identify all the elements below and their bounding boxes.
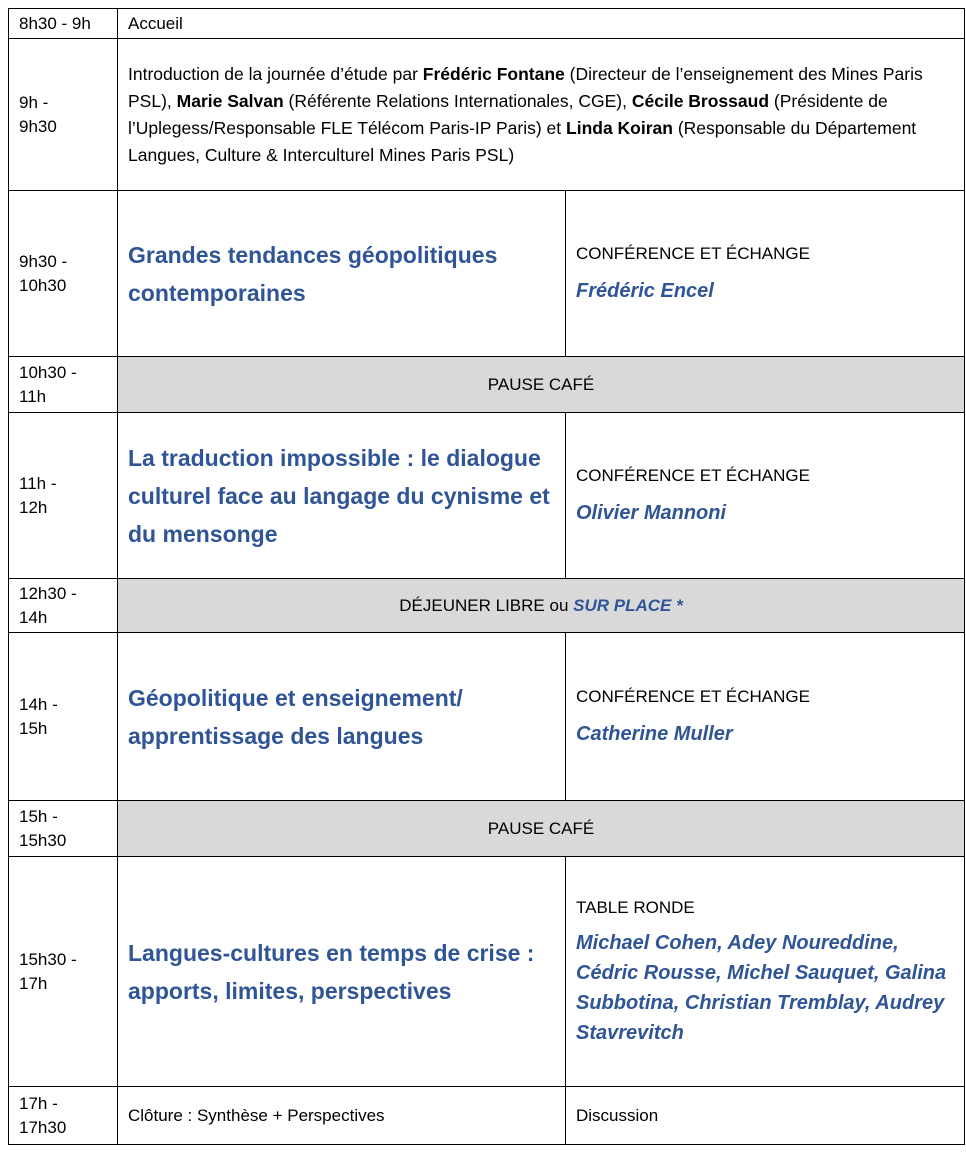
time-label: 11h - 12h: [19, 473, 57, 517]
schedule-row: [9, 413, 965, 579]
lunch-cell: [118, 579, 965, 633]
schedule-row: [9, 801, 965, 857]
break-label: PAUSE CAFÉ: [487, 818, 595, 838]
closing-type: Discussion: [576, 1105, 659, 1125]
session-title: Géopolitique et enseignement/ apprentissage des langues: [128, 684, 463, 749]
session-title: Grandes tendances géopolitiques contemporaines: [128, 241, 498, 306]
break-label: PAUSE CAFÉ: [487, 374, 595, 394]
time-cell: [9, 191, 118, 357]
session-title-cell: [118, 413, 566, 579]
schedule-row: [9, 579, 965, 633]
session-type: TABLE RONDE: [576, 897, 695, 917]
time-cell: [9, 39, 118, 191]
panel-speakers: Michael Cohen, Adey Noureddine, Cédric Rousse, Michel Sauquet, Galina Subbotina, Christian Tremblay, Audrey Stavrevitch: [576, 931, 947, 1044]
schedule-row: [9, 357, 965, 413]
closing-cell: [118, 1087, 566, 1145]
schedule-row: [9, 191, 965, 357]
time-cell: [9, 579, 118, 633]
time-cell: 8h30 - 9h: [9, 9, 118, 39]
schedule-row: [9, 1087, 965, 1145]
session-title: La traduction impossible : le dialogue culturel face au langage du cynisme et du mensonge: [128, 444, 550, 547]
introduction-cell: [118, 39, 965, 191]
session-info-cell: [566, 413, 965, 579]
intro-text: Introduction de la journée d’étude par: [128, 63, 423, 84]
session-type: CONFÉRENCE ET ÉCHANGE: [576, 465, 810, 485]
speaker-name: Marie Salvan: [176, 90, 284, 111]
session-type: CONFÉRENCE ET ÉCHANGE: [576, 686, 810, 706]
session-type: CONFÉRENCE ET ÉCHANGE: [576, 243, 810, 263]
schedule-table: [8, 8, 965, 1145]
session-title: Langues-cultures en temps de crise : apports, limites, perspectives: [128, 939, 535, 1004]
intro-text: (Directeur de l’enseignement des Mines Paris PSL),: [128, 63, 923, 111]
break-cell: [118, 357, 965, 413]
session-info-cell: [566, 857, 965, 1087]
session-info-cell: [566, 633, 965, 801]
session-info-cell: [566, 191, 965, 357]
schedule-row: [9, 39, 965, 191]
break-cell: [118, 801, 965, 857]
closing-label: Clôture : Synthèse + Perspectives: [128, 1105, 385, 1125]
time-label: 15h30 - 17h: [19, 949, 77, 993]
time-label: 9h30 - 10h30: [19, 251, 68, 295]
speaker-name: Frédéric Fontane: [422, 63, 565, 84]
time-cell: [9, 801, 118, 857]
time-label: 14h - 15h: [19, 694, 58, 738]
schedule-row: [9, 9, 965, 39]
time-cell: [9, 1087, 118, 1145]
time-label: 10h30 - 11h: [19, 362, 77, 406]
session-speaker: Olivier Mannoni: [576, 501, 727, 524]
time-cell: [9, 633, 118, 801]
session-cell: Accueil: [118, 9, 965, 39]
time-label: 12h30 - 14h: [19, 583, 77, 627]
time-label: 17h - 17h30: [19, 1093, 67, 1137]
session-title-cell: [118, 191, 566, 357]
speaker-name: Linda Koiran: [566, 117, 673, 138]
time-cell: [9, 413, 118, 579]
time-label: 9h - 9h30: [19, 92, 57, 136]
lunch-onsite-label: SUR PLACE *: [573, 595, 683, 615]
speaker-name: Cécile Brossaud: [631, 90, 770, 111]
time-cell: [9, 857, 118, 1087]
session-title-cell: [118, 857, 566, 1087]
session-speaker: Catherine Muller: [576, 722, 733, 745]
lunch-label: DÉJEUNER LIBRE ou: [399, 595, 574, 615]
intro-text: (Référente Relations Internationales, CGE),: [283, 90, 632, 111]
time-label: 15h - 15h30: [19, 806, 67, 850]
intro-text: (Présidente de l’Uplegess/Responsable FLE Télécom Paris-IP Paris) et: [128, 90, 888, 138]
time-cell: [9, 357, 118, 413]
intro-text: (Responsable du Département Langues, Culture & Interculturel Mines Paris PSL): [128, 117, 917, 165]
schedule-row: [9, 633, 965, 801]
closing-info-cell: [566, 1087, 965, 1145]
session-title-cell: [118, 633, 566, 801]
schedule-row: [9, 857, 965, 1087]
session-speaker: Frédéric Encel: [576, 279, 714, 302]
